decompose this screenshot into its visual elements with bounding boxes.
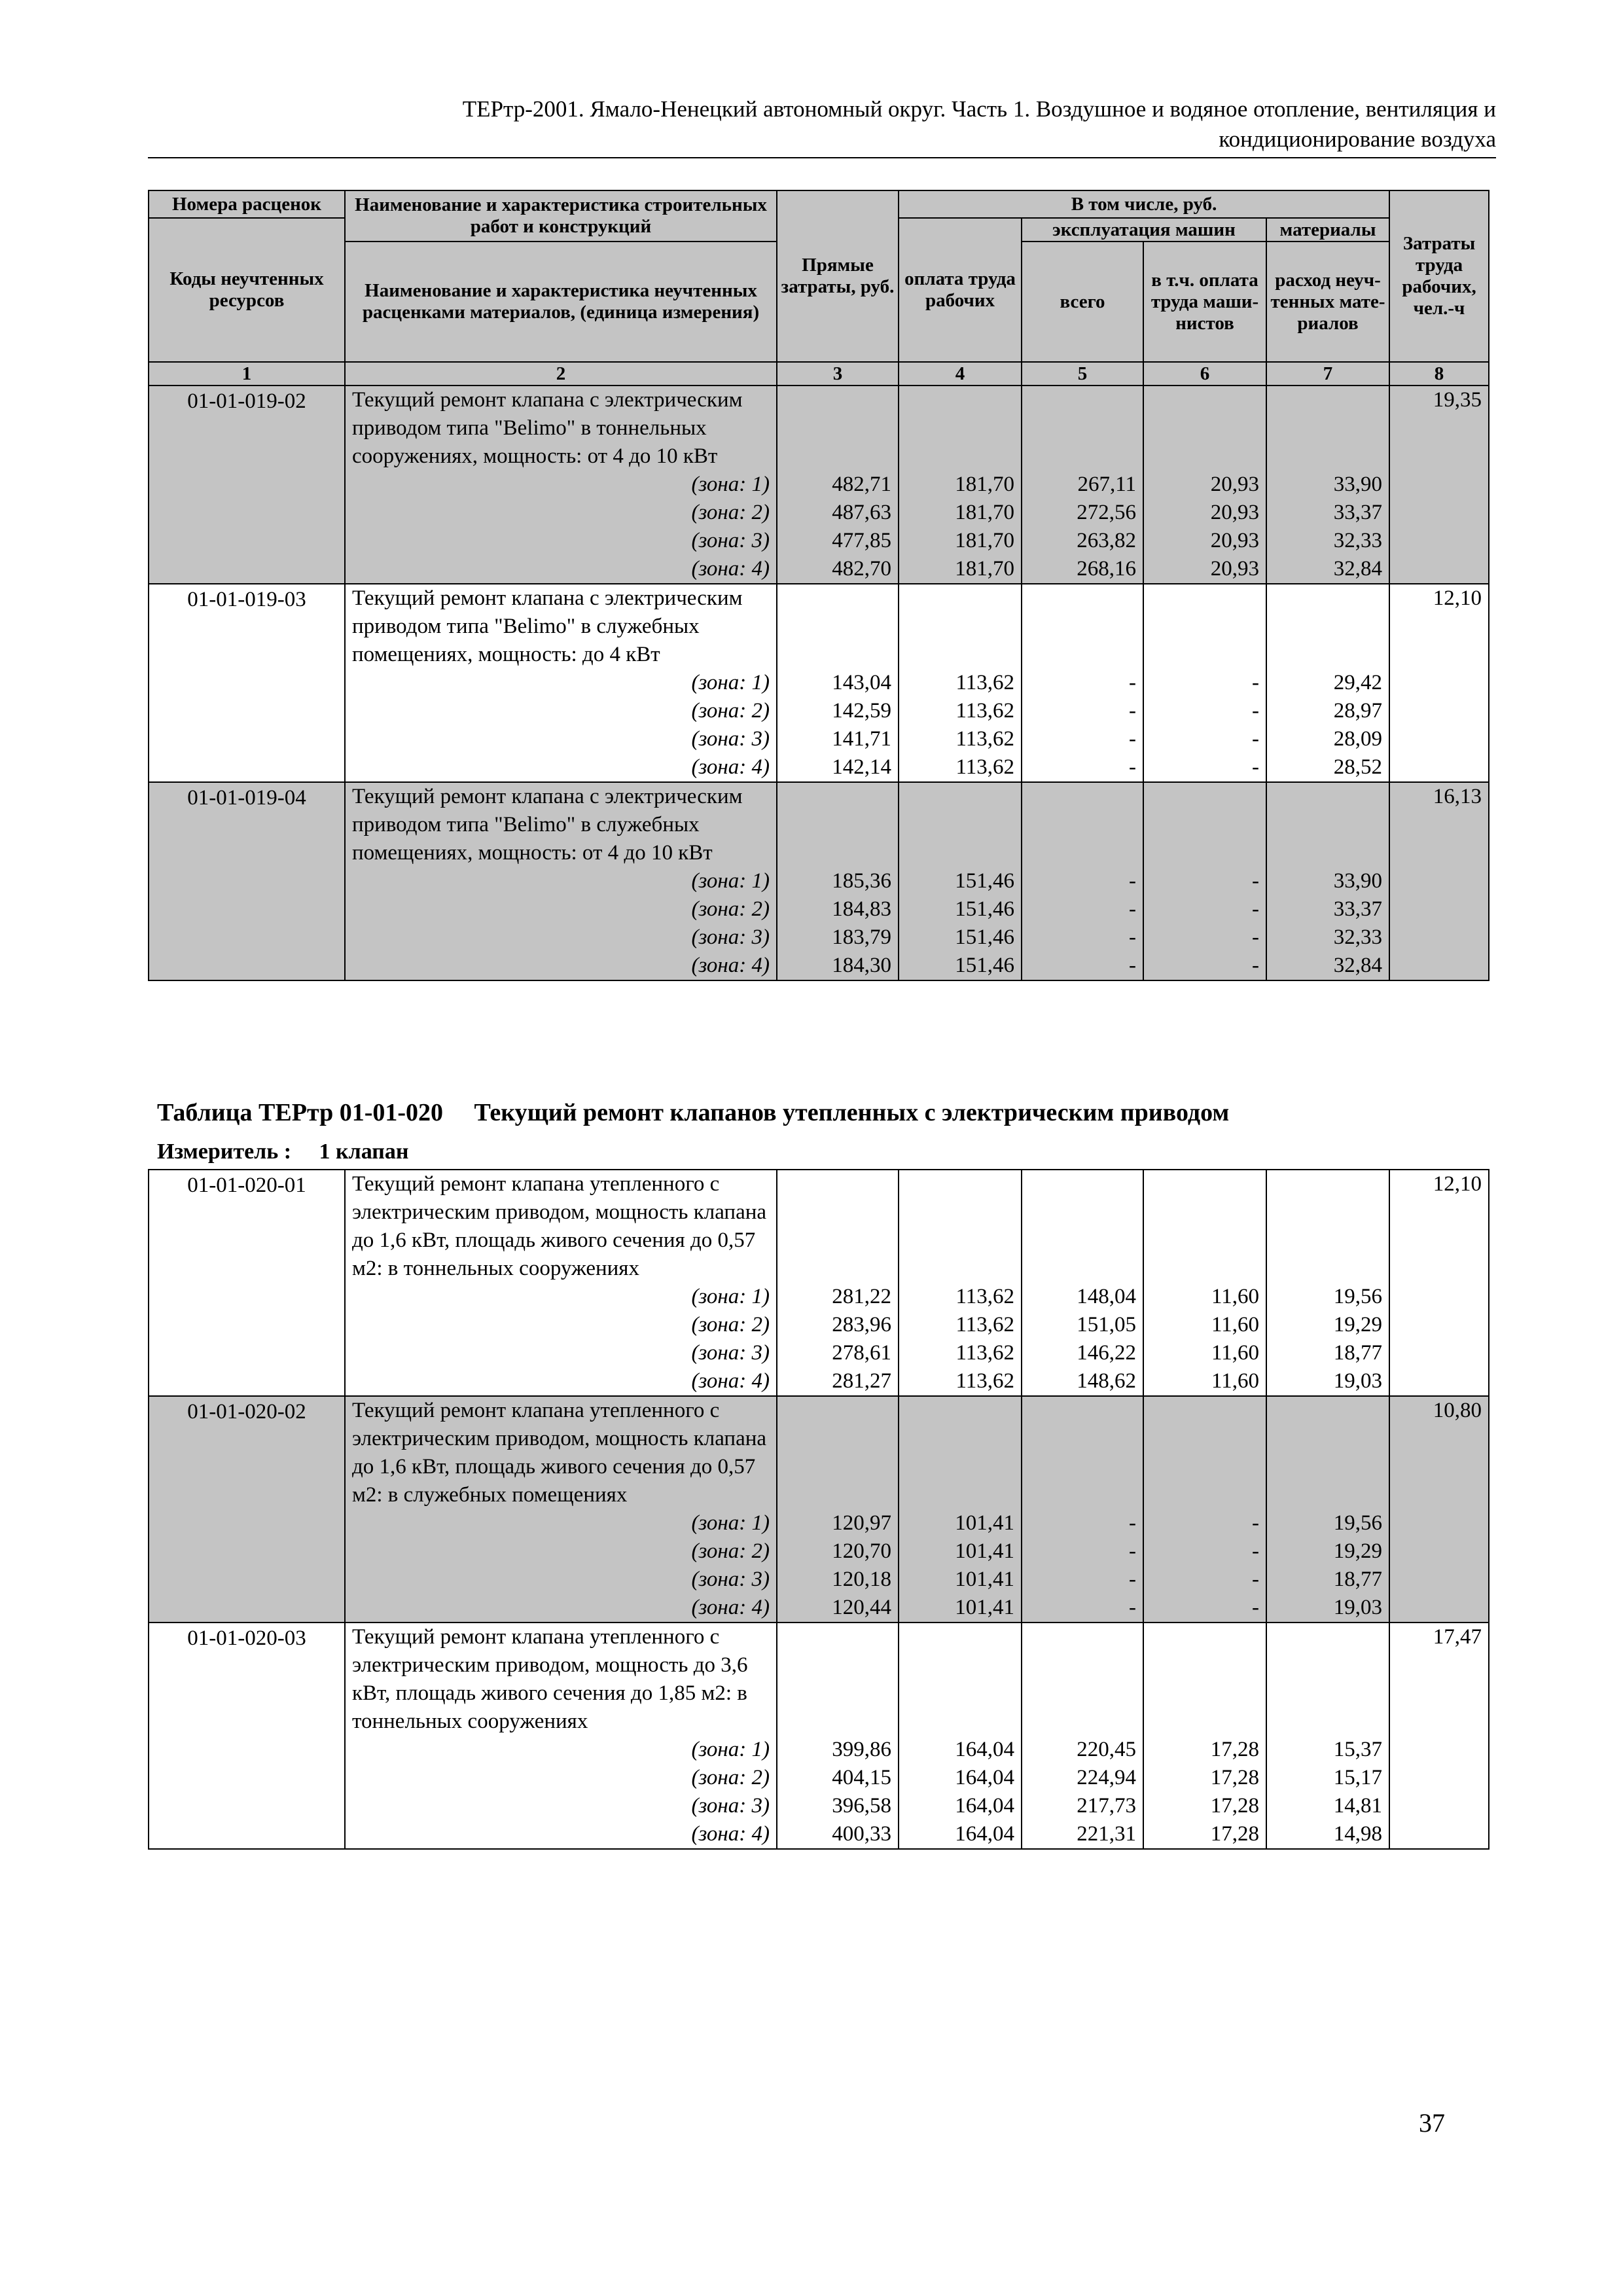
- workers-wage: 164,04: [899, 1820, 1022, 1849]
- zone-label: (зона: 1): [345, 669, 777, 697]
- header-line-1: ТЕРтр-2001. Ямало-Ненецкий автономный округ. Часть 1. Воздушное и водяное отопление, вентиляция и: [462, 96, 1496, 122]
- zone-label: (зона: 2): [345, 499, 777, 527]
- direct-cost: 142,59: [777, 697, 899, 725]
- rate-code: 01-01-019-04: [149, 782, 345, 867]
- workers-wage: 113,62: [899, 753, 1022, 782]
- zone-label: (зона: 4): [345, 952, 777, 980]
- table-row: [149, 1509, 1489, 1537]
- materials-cost: 19,03: [1266, 1594, 1389, 1623]
- labor-cost: 19,35: [1389, 386, 1489, 471]
- column-number: 3: [777, 362, 899, 386]
- table-row: [149, 1283, 1489, 1311]
- header-rate-numbers: Номера расценок: [149, 190, 345, 218]
- materials-cost: 32,84: [1266, 952, 1389, 980]
- table-row: [149, 386, 1489, 471]
- table-row: [149, 555, 1489, 584]
- machines-total: 224,94: [1022, 1764, 1143, 1792]
- labor-cost: 16,13: [1389, 782, 1489, 867]
- machines-total: -: [1022, 1566, 1143, 1594]
- machinist-wage: 17,28: [1143, 1792, 1266, 1820]
- materials-cost: 19,29: [1266, 1537, 1389, 1566]
- table-title: Таблица ТЕРтр 01-01-020 Текущий ремонт клапанов утепленных с электрическим приводом: [157, 1099, 1230, 1126]
- materials-cost: 19,56: [1266, 1283, 1389, 1311]
- machinist-wage: -: [1143, 725, 1266, 753]
- materials-cost: 32,84: [1266, 555, 1389, 584]
- materials-cost: 19,03: [1266, 1367, 1389, 1396]
- zone-label: (зона: 2): [345, 1311, 777, 1339]
- materials-cost: 32,33: [1266, 924, 1389, 952]
- table-row: [149, 1170, 1489, 1283]
- machinist-wage: 11,60: [1143, 1367, 1266, 1396]
- materials-cost: 18,77: [1266, 1566, 1389, 1594]
- header-machines-total: всего: [1022, 242, 1143, 362]
- direct-cost: 482,71: [777, 471, 899, 499]
- machines-total: 151,05: [1022, 1311, 1143, 1339]
- direct-cost: 400,33: [777, 1820, 899, 1849]
- workers-wage: 113,62: [899, 1367, 1022, 1396]
- table-row: [149, 669, 1489, 697]
- zone-label: (зона: 3): [345, 527, 777, 555]
- table-row: [149, 867, 1489, 895]
- rate-name: Текущий ремонт клапана утепленного с электрическим приводом, мощность клапана до 1,6 кВт, площадь живого сечения до 0,57 м2: в тоннельных сооружениях: [345, 1170, 777, 1283]
- machinist-wage: -: [1143, 1509, 1266, 1537]
- machines-total: -: [1022, 753, 1143, 782]
- rate-group-01-01-019-04: [149, 782, 1489, 980]
- workers-wage: 101,41: [899, 1509, 1022, 1537]
- machines-total: -: [1022, 1594, 1143, 1623]
- header-material-name: Наименование и характеристика неучтенных расценками материалов, (единица измерения): [345, 242, 777, 362]
- column-number: 2: [345, 362, 777, 386]
- workers-wage: 151,46: [899, 867, 1022, 895]
- direct-cost: 120,18: [777, 1566, 899, 1594]
- materials-cost: 28,97: [1266, 697, 1389, 725]
- header-machine-operation: эксплуатация машин: [1022, 218, 1266, 242]
- materials-cost: 18,77: [1266, 1339, 1389, 1367]
- machinist-wage: 20,93: [1143, 527, 1266, 555]
- zone-label: (зона: 1): [345, 1736, 777, 1764]
- machinist-wage: 11,60: [1143, 1283, 1266, 1311]
- rate-name: Текущий ремонт клапана утепленного с электрическим приводом, мощность до 3,6 кВт, площадь живого сечения до 1,85 м2: в тоннельных сооружениях: [345, 1623, 777, 1736]
- table-row: [149, 1764, 1489, 1792]
- workers-wage: 151,46: [899, 952, 1022, 980]
- table-row: [149, 527, 1489, 555]
- workers-wage: 113,62: [899, 669, 1022, 697]
- machinist-wage: 17,28: [1143, 1820, 1266, 1849]
- rate-code: 01-01-020-01: [149, 1170, 345, 1283]
- labor-cost: 12,10: [1389, 584, 1489, 669]
- column-number: 6: [1143, 362, 1266, 386]
- machines-total: -: [1022, 924, 1143, 952]
- rate-code: 01-01-020-03: [149, 1623, 345, 1736]
- machinist-wage: -: [1143, 924, 1266, 952]
- workers-wage: 181,70: [899, 527, 1022, 555]
- labor-cost: 10,80: [1389, 1396, 1489, 1509]
- zone-label: (зона: 4): [345, 555, 777, 584]
- direct-cost: 142,14: [777, 753, 899, 782]
- machinist-wage: 11,60: [1143, 1339, 1266, 1367]
- rate-name: Текущий ремонт клапана с электрическим приводом типа "Belimo" в служебных помещениях, мощность: от 4 до 10 кВт: [345, 782, 777, 867]
- table-row: [149, 499, 1489, 527]
- direct-cost: 141,71: [777, 725, 899, 753]
- direct-cost: 281,27: [777, 1367, 899, 1396]
- table-row: [149, 1396, 1489, 1509]
- table-row: [149, 1367, 1489, 1396]
- direct-cost: 281,22: [777, 1283, 899, 1311]
- rate-group-01-01-019-03: [149, 584, 1489, 782]
- machines-total: -: [1022, 697, 1143, 725]
- measure-unit: Измеритель : 1 клапан: [157, 1139, 409, 1164]
- table-row: [149, 471, 1489, 499]
- materials-cost: 33,37: [1266, 499, 1389, 527]
- materials-cost: 15,17: [1266, 1764, 1389, 1792]
- direct-cost: 278,61: [777, 1339, 899, 1367]
- machinist-wage: -: [1143, 895, 1266, 924]
- table-row: [149, 753, 1489, 782]
- machinist-wage: 11,60: [1143, 1311, 1266, 1339]
- machines-total: -: [1022, 895, 1143, 924]
- machinist-wage: -: [1143, 1566, 1266, 1594]
- zone-label: (зона: 2): [345, 697, 777, 725]
- direct-cost: 482,70: [777, 555, 899, 584]
- materials-cost: 32,33: [1266, 527, 1389, 555]
- machines-total: 267,11: [1022, 471, 1143, 499]
- direct-cost: 399,86: [777, 1736, 899, 1764]
- zone-label: (зона: 4): [345, 1820, 777, 1849]
- zone-label: (зона: 2): [345, 1764, 777, 1792]
- materials-cost: 14,98: [1266, 1820, 1389, 1849]
- machines-total: -: [1022, 669, 1143, 697]
- workers-wage: 101,41: [899, 1566, 1022, 1594]
- materials-cost: 28,09: [1266, 725, 1389, 753]
- table-row: [149, 1594, 1489, 1623]
- header-machinist-wage: в т.ч. оплата труда маши-нистов: [1143, 242, 1266, 362]
- machines-total: 217,73: [1022, 1792, 1143, 1820]
- header-direct-costs: Прямые затраты, руб.: [777, 190, 899, 362]
- direct-cost: 283,96: [777, 1311, 899, 1339]
- workers-wage: 101,41: [899, 1594, 1022, 1623]
- zone-label: (зона: 3): [345, 924, 777, 952]
- direct-cost: 396,58: [777, 1792, 899, 1820]
- workers-wage: 151,46: [899, 924, 1022, 952]
- rate-code: 01-01-020-02: [149, 1396, 345, 1509]
- materials-cost: 33,90: [1266, 471, 1389, 499]
- table-row: [149, 952, 1489, 980]
- zone-label: (зона: 3): [345, 1792, 777, 1820]
- machinist-wage: -: [1143, 1537, 1266, 1566]
- machinist-wage: -: [1143, 867, 1266, 895]
- machines-total: 268,16: [1022, 555, 1143, 584]
- rate-group-01-01-020-02: [149, 1396, 1489, 1623]
- materials-cost: 19,56: [1266, 1509, 1389, 1537]
- direct-cost: 120,97: [777, 1509, 899, 1537]
- machines-total: -: [1022, 952, 1143, 980]
- table-row: [149, 1736, 1489, 1764]
- machines-total: 148,04: [1022, 1283, 1143, 1311]
- materials-cost: 15,37: [1266, 1736, 1389, 1764]
- zone-label: (зона: 4): [345, 1594, 777, 1623]
- table-row: [149, 1339, 1489, 1367]
- direct-cost: 185,36: [777, 867, 899, 895]
- machinist-wage: 20,93: [1143, 499, 1266, 527]
- workers-wage: 101,41: [899, 1537, 1022, 1566]
- machinist-wage: 20,93: [1143, 471, 1266, 499]
- column-number: 4: [899, 362, 1022, 386]
- zone-label: (зона: 4): [345, 1367, 777, 1396]
- zone-label: (зона: 3): [345, 1339, 777, 1367]
- machines-total: -: [1022, 1509, 1143, 1537]
- workers-wage: 164,04: [899, 1736, 1022, 1764]
- header-work-name: Наименование и характеристика строительных работ и конструкций: [345, 190, 777, 242]
- running-header: [148, 94, 1496, 154]
- header-including: В том числе, руб.: [899, 190, 1389, 218]
- table-row: [149, 782, 1489, 867]
- zone-label: (зона: 1): [345, 471, 777, 499]
- machines-total: 148,62: [1022, 1367, 1143, 1396]
- header-labor-costs: Затраты труда рабочих, чел.-ч: [1389, 190, 1489, 362]
- table-row: [149, 1311, 1489, 1339]
- page-number: 37: [1419, 2108, 1445, 2138]
- machinist-wage: 17,28: [1143, 1736, 1266, 1764]
- workers-wage: 181,70: [899, 471, 1022, 499]
- workers-wage: 151,46: [899, 895, 1022, 924]
- materials-cost: 28,52: [1266, 753, 1389, 782]
- rate-group-01-01-019-02: [149, 386, 1489, 584]
- zone-label: (зона: 1): [345, 1283, 777, 1311]
- table-row: [149, 1566, 1489, 1594]
- machines-total: 220,45: [1022, 1736, 1143, 1764]
- workers-wage: 181,70: [899, 555, 1022, 584]
- table-row: [149, 697, 1489, 725]
- materials-cost: 19,29: [1266, 1311, 1389, 1339]
- machines-total: -: [1022, 867, 1143, 895]
- column-number: 7: [1266, 362, 1389, 386]
- rate-name: Текущий ремонт клапана утепленного с электрическим приводом, мощность клапана до 1,6 кВт, площадь живого сечения до 0,57 м2: в служебных помещениях: [345, 1396, 777, 1509]
- table-row: [149, 1537, 1489, 1566]
- workers-wage: 164,04: [899, 1792, 1022, 1820]
- zone-label: (зона: 4): [345, 753, 777, 782]
- direct-cost: 404,15: [777, 1764, 899, 1792]
- machinist-wage: -: [1143, 669, 1266, 697]
- materials-cost: 33,37: [1266, 895, 1389, 924]
- zone-label: (зона: 1): [345, 1509, 777, 1537]
- workers-wage: 113,62: [899, 697, 1022, 725]
- materials-cost: 33,90: [1266, 867, 1389, 895]
- machines-total: 146,22: [1022, 1339, 1143, 1367]
- machinist-wage: -: [1143, 753, 1266, 782]
- direct-cost: 183,79: [777, 924, 899, 952]
- machinist-wage: 17,28: [1143, 1764, 1266, 1792]
- machinist-wage: -: [1143, 952, 1266, 980]
- table-row: [149, 725, 1489, 753]
- rate-code: 01-01-019-02: [149, 386, 345, 471]
- rate-name: Текущий ремонт клапана с электрическим приводом типа "Belimo" в служебных помещениях, мощность: до 4 кВт: [345, 584, 777, 669]
- column-number: 8: [1389, 362, 1489, 386]
- machines-total: 263,82: [1022, 527, 1143, 555]
- materials-cost: 29,42: [1266, 669, 1389, 697]
- workers-wage: 181,70: [899, 499, 1022, 527]
- direct-cost: 184,30: [777, 952, 899, 980]
- header-line-2: кондиционирование воздуха: [1219, 126, 1496, 152]
- table-row: [149, 584, 1489, 669]
- direct-cost: 120,70: [777, 1537, 899, 1566]
- rates-table-020: [148, 1169, 1489, 1850]
- machines-total: 221,31: [1022, 1820, 1143, 1849]
- direct-cost: 487,63: [777, 499, 899, 527]
- table-row: [149, 1820, 1489, 1849]
- zone-label: (зона: 3): [345, 1566, 777, 1594]
- rates-table-019: [148, 190, 1489, 981]
- table-row: [149, 1792, 1489, 1820]
- workers-wage: 113,62: [899, 1339, 1022, 1367]
- header-rule: [148, 157, 1496, 158]
- workers-wage: 113,62: [899, 725, 1022, 753]
- machines-total: -: [1022, 725, 1143, 753]
- machinist-wage: -: [1143, 697, 1266, 725]
- labor-cost: 17,47: [1389, 1623, 1489, 1736]
- materials-cost: 14,81: [1266, 1792, 1389, 1820]
- rate-code: 01-01-019-03: [149, 584, 345, 669]
- rate-name: Текущий ремонт клапана с электрическим приводом типа "Belimo" в тоннельных сооружениях, мощность: от 4 до 10 кВт: [345, 386, 777, 471]
- column-number: 1: [149, 362, 345, 386]
- workers-wage: 113,62: [899, 1283, 1022, 1311]
- machines-total: -: [1022, 1537, 1143, 1566]
- direct-cost: 143,04: [777, 669, 899, 697]
- direct-cost: 120,44: [777, 1594, 899, 1623]
- machines-total: 272,56: [1022, 499, 1143, 527]
- header-unaccounted-materials: расход неуч-тенных мате-риалов: [1266, 242, 1389, 362]
- labor-cost: 12,10: [1389, 1170, 1489, 1283]
- zone-label: (зона: 3): [345, 725, 777, 753]
- header-resource-codes: Коды неучтенных ресурсов: [149, 218, 345, 362]
- rate-group-01-01-020-01: [149, 1170, 1489, 1396]
- workers-wage: 164,04: [899, 1764, 1022, 1792]
- direct-cost: 477,85: [777, 527, 899, 555]
- header-materials: материалы: [1266, 218, 1389, 242]
- direct-cost: 184,83: [777, 895, 899, 924]
- column-number: 5: [1022, 362, 1143, 386]
- table-row: [149, 1623, 1489, 1736]
- rate-group-01-01-020-03: [149, 1623, 1489, 1849]
- zone-label: (зона: 2): [345, 1537, 777, 1566]
- machinist-wage: 20,93: [1143, 555, 1266, 584]
- table-row: [149, 895, 1489, 924]
- header-workers-wage: оплата труда рабочих: [899, 218, 1022, 362]
- zone-label: (зона: 1): [345, 867, 777, 895]
- machinist-wage: -: [1143, 1594, 1266, 1623]
- zone-label: (зона: 2): [345, 895, 777, 924]
- workers-wage: 113,62: [899, 1311, 1022, 1339]
- table-row: [149, 924, 1489, 952]
